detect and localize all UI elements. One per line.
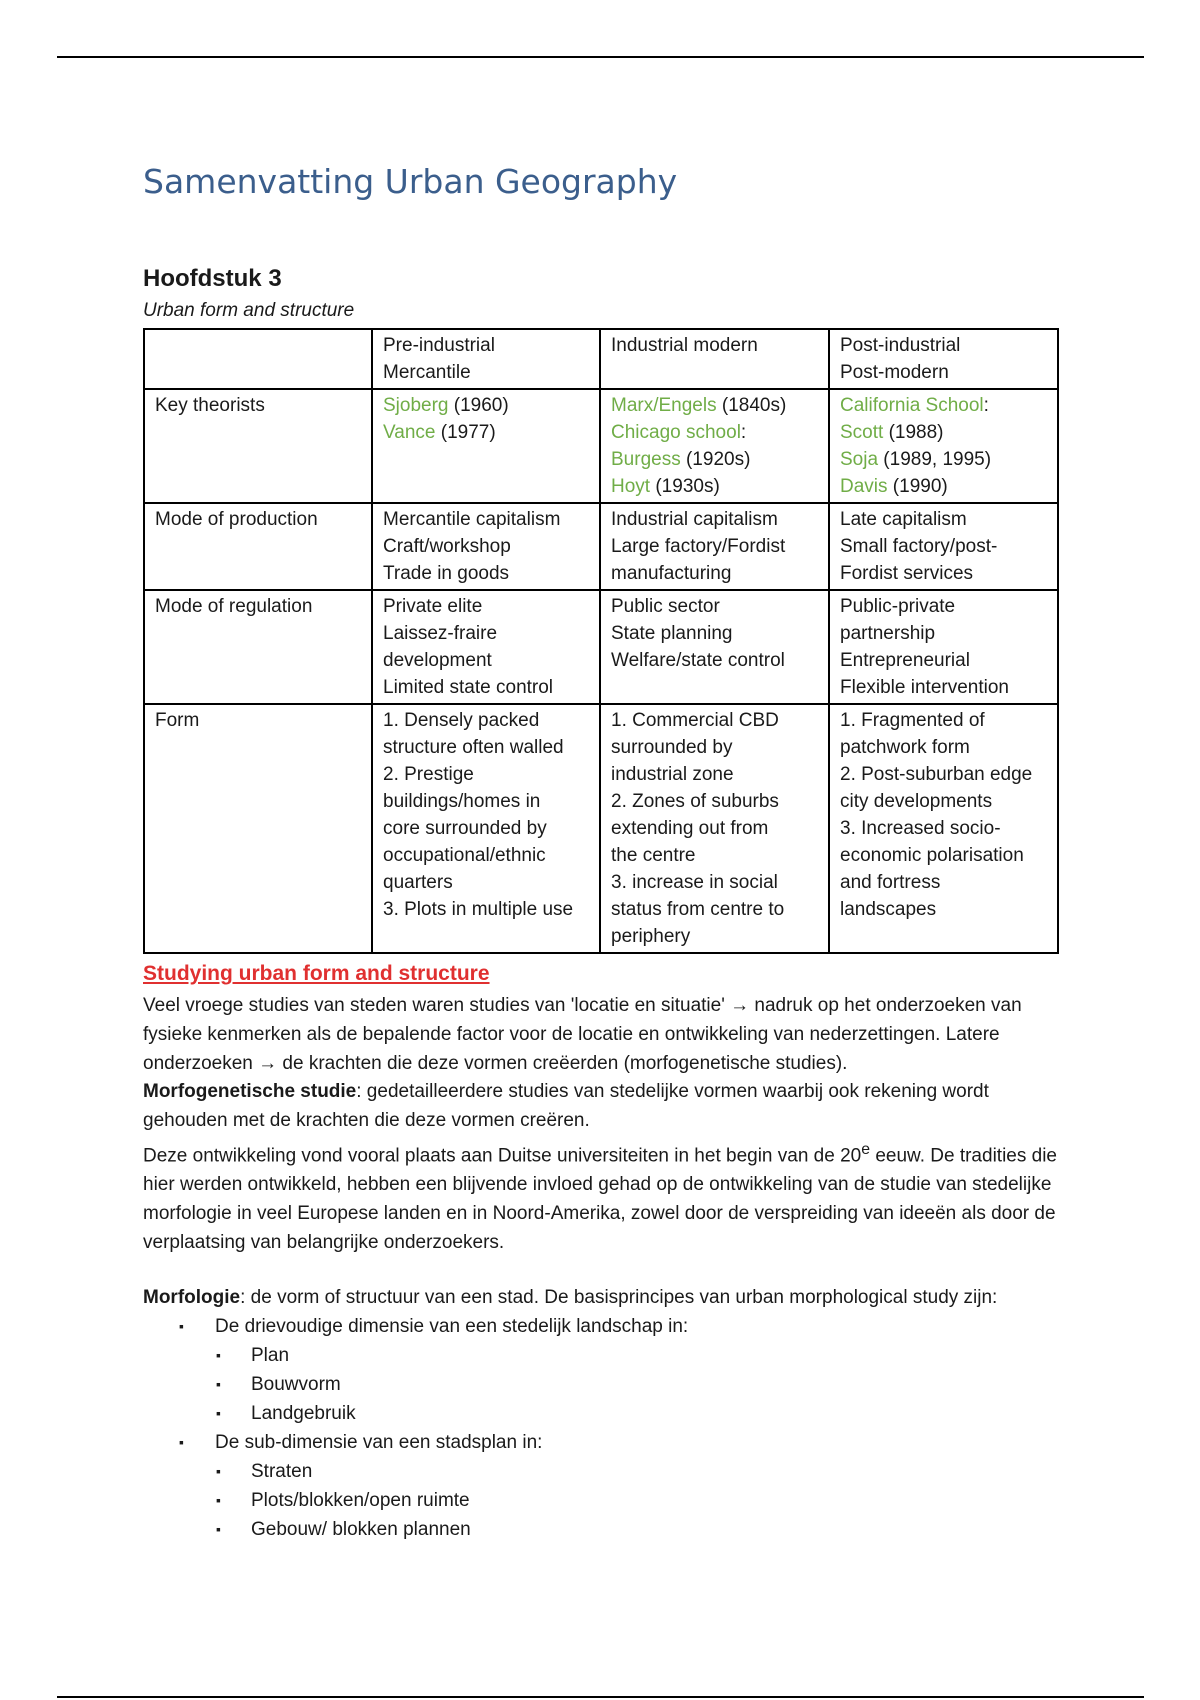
cell-line <box>611 392 818 419</box>
cell-line: core surrounded by <box>383 818 547 839</box>
list-item-text: De sub-dimensie van een stadsplan in: <box>215 1432 543 1453</box>
theorist-name: Scott <box>840 422 884 443</box>
definition-text: : gedetailleerdere studies van stedelijke vormen waarbij ook rekening wordt gehouden met de krachten die deze vormen creëren. <box>143 1081 989 1131</box>
cell-line <box>840 419 1047 446</box>
cell-line: Trade in goods <box>383 563 510 584</box>
theorist-year: (1960) <box>448 395 509 416</box>
row-label: Key theorists <box>144 389 372 503</box>
theorist-year: (1977) <box>435 422 496 443</box>
header-rule <box>57 56 1144 58</box>
cell-line: Private elite <box>383 596 483 617</box>
cell-line: 1. Densely packed <box>383 710 540 731</box>
table-cell <box>829 389 1058 503</box>
cell-line: patchwork form <box>840 737 970 758</box>
sub-list-item: ▪ Plan <box>215 1341 688 1370</box>
theorist-year: : <box>983 395 989 416</box>
theorist-year: (1920s) <box>680 449 751 470</box>
table-cell <box>600 389 829 503</box>
table-cell <box>372 503 600 590</box>
sub-list-item: ▪ Landgebruik <box>215 1399 688 1428</box>
list-item <box>143 1428 688 1544</box>
theorist-name: Marx/Engels <box>611 395 717 416</box>
urban-form-table <box>143 328 1059 954</box>
sub-list-item: ▪ Bouwvorm <box>215 1370 688 1399</box>
cell-line: Mercantile <box>383 362 471 383</box>
table-cell <box>144 329 372 389</box>
cell-line: buildings/homes in <box>383 791 541 812</box>
sub-list-item: ▪ Straten <box>215 1457 688 1486</box>
cell-line: Pre-industrial <box>383 335 495 356</box>
cell-line: surrounded by <box>611 737 733 758</box>
theorist-name: Burgess <box>611 449 681 470</box>
chapter-heading: Hoofdstuk 3 <box>143 265 282 292</box>
cell-line: Mercantile capitalism <box>383 509 561 530</box>
cell-line: landscapes <box>840 899 937 920</box>
cell-line: Entrepreneurial <box>840 650 970 671</box>
table-cell <box>829 704 1058 953</box>
principles-list <box>143 1312 688 1544</box>
cell-line: 3. Plots in multiple use <box>383 899 574 920</box>
cell-line: Industrial modern <box>611 335 758 356</box>
table-cell <box>829 329 1058 389</box>
cell-line: industrial zone <box>611 764 734 785</box>
table-cell <box>829 503 1058 590</box>
paragraph-history <box>143 1135 1063 1257</box>
cell-line: quarters <box>383 872 453 893</box>
theorist-year: (1989, 1995) <box>878 449 992 470</box>
term-morfologie: Morfologie <box>143 1287 241 1308</box>
sub-list <box>215 1341 688 1428</box>
theorist-year: (1988) <box>883 422 944 443</box>
cell-line: 1. Commercial CBD <box>611 710 779 731</box>
cell-line <box>611 446 818 473</box>
superscript: e <box>861 1141 871 1158</box>
cell-line: Late capitalism <box>840 509 967 530</box>
table-cell <box>600 503 829 590</box>
cell-line: manufacturing <box>611 563 732 584</box>
document-title: Samenvatting Urban Geography <box>143 162 678 201</box>
cell-line: city developments <box>840 791 993 812</box>
cell-line: development <box>383 650 492 671</box>
cell-line: Public sector <box>611 596 720 617</box>
theorist-name: Chicago school <box>611 422 741 443</box>
theorist-year: (1840s) <box>716 395 787 416</box>
table-row <box>144 503 1058 590</box>
section-heading: Studying urban form and structure <box>143 962 490 985</box>
cell-line <box>840 392 1047 419</box>
theorist-year: (1990) <box>887 476 948 497</box>
table-cell <box>372 389 600 503</box>
row-label: Mode of production <box>144 503 372 590</box>
footer-rule <box>57 1696 1144 1698</box>
cell-line <box>611 473 818 500</box>
table-cell <box>600 329 829 389</box>
table-cell <box>600 590 829 704</box>
cell-line: structure often walled <box>383 737 564 758</box>
cell-line: 2. Zones of suburbs <box>611 791 779 812</box>
paragraph-text: eeuw. De tradities die hier werden ontwikkeld, hebben een blijvende invloed gehad op de ontwikkeling van de studie van stedelijke morfologie in veel Europese landen en in Noord-Amerika, zowel door de verspreiding van ideeën als door de verplaatsing van belangrijke onderzoekers. <box>143 1145 1057 1254</box>
paragraph-text: Deze ontwikkeling vond vooral plaats aan Duitse universiteiten in het begin van de 20 <box>143 1145 862 1167</box>
table-row <box>144 389 1058 503</box>
table-cell <box>829 590 1058 704</box>
theorist-name: Hoyt <box>611 476 651 497</box>
theorist-year: : <box>740 422 747 443</box>
paragraph-morfologie <box>143 1283 1063 1312</box>
table-cell <box>372 329 600 389</box>
theorist-name: California School <box>840 395 984 416</box>
cell-line <box>383 419 589 446</box>
cell-line: the centre <box>611 845 696 866</box>
cell-line: Laissez-fraire <box>383 623 498 644</box>
cell-line: 1. Fragmented of <box>840 710 985 731</box>
sub-list <box>215 1457 688 1544</box>
cell-line: 2. Post-suburban edge <box>840 764 1033 785</box>
table-cell <box>600 704 829 953</box>
cell-line: Craft/workshop <box>383 536 511 557</box>
theorist-name: Soja <box>840 449 879 470</box>
list-item <box>143 1312 688 1428</box>
theorist-name: Davis <box>840 476 888 497</box>
cell-line: Public-private <box>840 596 956 617</box>
cell-line <box>611 419 818 446</box>
chapter-subtitle: Urban form and structure <box>143 300 355 321</box>
cell-line: Industrial capitalism <box>611 509 778 530</box>
table-cell <box>372 590 600 704</box>
row-label: Form <box>144 704 372 953</box>
cell-line: partnership <box>840 623 936 644</box>
cell-line: Limited state control <box>383 677 554 698</box>
cell-line: Post-modern <box>840 362 949 383</box>
row-label: Mode of regulation <box>144 590 372 704</box>
list-item-text: De drievoudige dimensie van een stedelijk landschap in: <box>215 1316 689 1337</box>
cell-line: economic polarisation <box>840 845 1024 866</box>
cell-line: Flexible intervention <box>840 677 1009 698</box>
cell-line: periphery <box>611 926 691 947</box>
cell-line <box>840 446 1047 473</box>
cell-line: 2. Prestige <box>383 764 474 785</box>
sub-list-item: ▪ Plots/blokken/open ruimte <box>215 1486 688 1515</box>
cell-line: State planning <box>611 623 733 644</box>
table-cell <box>372 704 600 953</box>
definition-text: : de vorm of structuur van een stad. De basisprincipes van urban morphological study zijn: <box>240 1287 998 1308</box>
table-row <box>144 590 1058 704</box>
cell-line: Large factory/Fordist <box>611 536 786 557</box>
cell-line: Post-industrial <box>840 335 961 356</box>
cell-line: 3. Increased socio- <box>840 818 1001 839</box>
cell-line: Small factory/post- <box>840 536 998 557</box>
theorist-name: Vance <box>383 422 436 443</box>
cell-line: occupational/ethnic <box>383 845 546 866</box>
theorist-name: Sjoberg <box>383 395 449 416</box>
cell-line: extending out from <box>611 818 769 839</box>
cell-line <box>840 473 1047 500</box>
cell-line <box>383 392 589 419</box>
term-morfogenetische-studie: Morfogenetische studie <box>143 1081 357 1102</box>
cell-line: 3. increase in social <box>611 872 778 893</box>
table-row <box>144 704 1058 953</box>
theorist-year: (1930s) <box>650 476 720 497</box>
cell-line: status from centre to <box>611 899 785 920</box>
paragraph-morfogenetische <box>143 1077 1063 1135</box>
paragraph-intro: Veel vroege studies van steden waren studies van 'locatie en situatie' → nadruk op het onderzoeken van fysieke kenmerken als de bepalende factor voor de locatie en ontwikkeling van nederzettingen. Latere onderzoeken → de krachten die deze vormen creëerden (morfogenetische studies). <box>143 995 1022 1074</box>
sub-list-item: ▪ Gebouw/ blokken plannen <box>215 1515 688 1544</box>
cell-line: Fordist services <box>840 563 974 584</box>
cell-line: Welfare/state control <box>611 650 785 671</box>
cell-line: and fortress <box>840 872 941 893</box>
table-row <box>144 329 1058 389</box>
